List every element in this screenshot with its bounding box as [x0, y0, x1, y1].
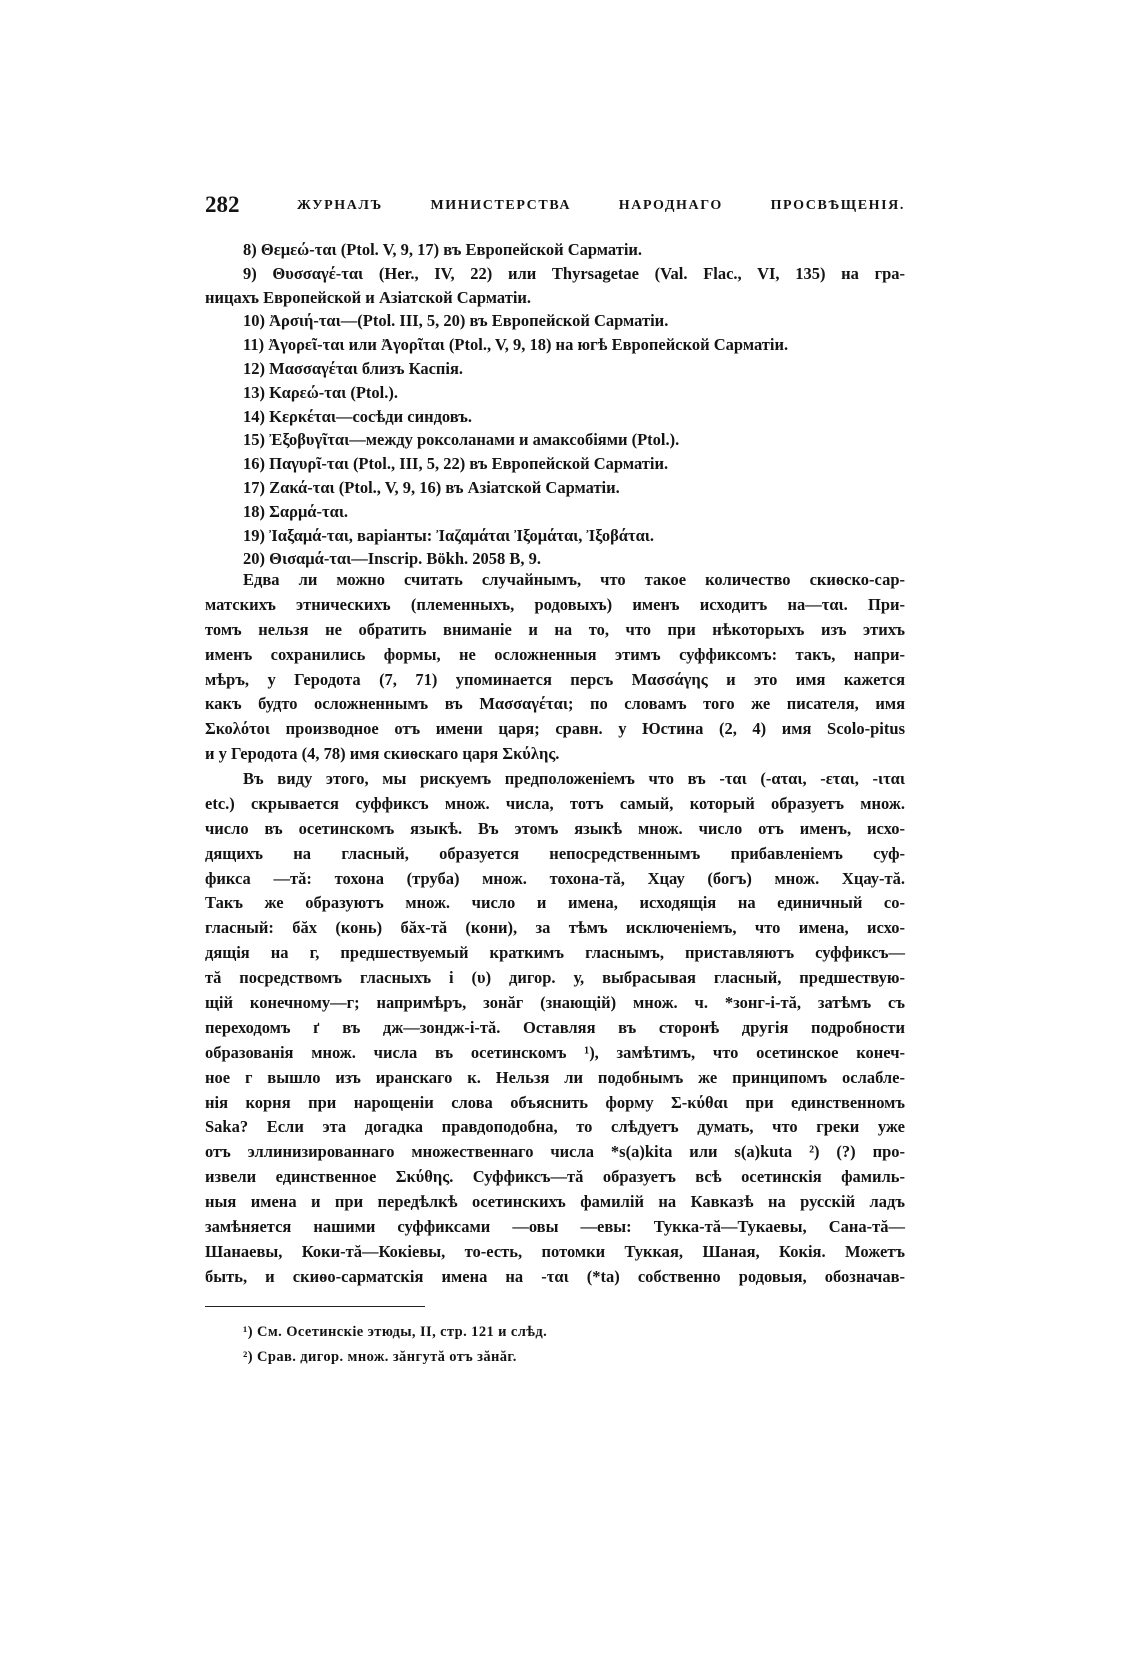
running-header [205, 190, 905, 220]
footnote-1: ¹) См. Осетинскіе этюды, II, стр. 121 и слѣд. [243, 1324, 548, 1340]
text-line: Такъ же образуютъ множ. число и имена, исходящія на единичный со- [205, 893, 905, 913]
list-item: 16) Παγυρῖ-ται (Ptol., III, 5, 22) въ Европейской Сарматіи. [243, 454, 669, 474]
list-item-continuation: ницахъ Европейской и Азіатской Сарматіи. [205, 287, 532, 307]
list-item: 9) Θυσσαγέ-ται (Her., IV, 22) или Thyrsagetae (Val. Flac., VI, 135) на гра- [243, 263, 905, 283]
list-item: 8) Θεμεώ-ται (Ptol. V, 9, 17) въ Европейской Сарматіи. [243, 240, 643, 259]
list-item: 15) Ἐξοβυγῖται—между роксоланами и амаксобіями (Ptol.). [243, 430, 680, 450]
page-number: 282 [205, 192, 240, 217]
text-line: дящія на г, предшествуемый краткимъ гласнымъ, приставляютъ суффиксъ— [205, 943, 905, 963]
text-line: Saka? Если эта догадка правдоподобна, то слѣдуетъ думать, что греки уже [205, 1117, 905, 1137]
text-line: мѣръ, у Геродота (7, 71) упоминается персъ Μασσάγης и это имя кажется [205, 669, 905, 689]
list-item: 13) Καρεώ-ται (Ptol.). [243, 382, 398, 402]
text-line: Едва ли можно считать случайнымъ, что такое количество скиѳско-сар- [243, 570, 905, 589]
text-line: Въ виду этого, мы рискуемъ предположеніемъ что въ -ται (-αται, -εται, -ιται [243, 769, 905, 788]
list-item: 19) Ἰαξαμά-ται, варіанты: Ἰαζαμάται Ἰξομάται, Ἰξοβάται. [243, 525, 655, 545]
text-line: фикса —тă: тохона (труба) множ. тохона-тă, Хцау (богъ) множ. Хцау-тă. [205, 868, 905, 888]
list-item: 20) Θισαμά-ται—Inscrip. Bökh. 2058 B, 9. [243, 549, 542, 569]
text-line: какъ будто осложненнымъ въ Μασσαγέται; по словамъ того же писателя, имя [205, 694, 905, 714]
text-line: матскихъ этническихъ (племенныхъ, родовыхъ) именъ исходитъ на—ται. При- [205, 594, 905, 614]
text-line: дящихъ на гласный, образуется непосредственнымъ прибавленіемъ суф- [205, 843, 905, 863]
footnotes [205, 1320, 905, 1370]
list-item: 12) Μασσαγέται близъ Каспія. [243, 358, 464, 378]
text-line: число въ осетинскомъ языкѣ. Въ этомъ языкѣ множ. число отъ именъ, исхо- [205, 818, 905, 838]
paragraph-1 [205, 568, 905, 767]
footnote-divider [205, 1306, 425, 1307]
text-line: ное г вышло изъ иранскаго к. Нельзя ли подобнымъ же принципомъ ослабле- [205, 1067, 905, 1087]
paragraph-2 [205, 767, 905, 1290]
text-line: томъ нельзя не обратить вниманіе и на то, что при нѣкоторыхъ изъ этихъ [205, 619, 905, 639]
text-line: отъ эллинизированнаго множественнаго числа *s(a)kita или s(a)kuta ²) (?) про- [205, 1142, 905, 1162]
list-item: 18) Σαρμά-ται. [243, 501, 349, 521]
text-line: образованія множ. числа въ осетинскомъ ¹), замѣтимъ, что осетинское конеч- [205, 1042, 905, 1062]
list-item: 10) Ἀρσιή-ται—(Ptol. III, 5, 20) въ Европейской Сарматіи. [243, 311, 669, 331]
text-line: Σκολότοι производное отъ имени царя; сравн. у Юстина (2, 4) имя Scolo-pitus [205, 719, 905, 739]
text-line: ныя имена и при передѣлкѣ осетинскихъ фамилій на Кавказѣ на русскій ладъ [205, 1192, 905, 1212]
footnote-2: ²) Срав. дигор. множ. зăнгутă отъ зăнăг. [243, 1349, 517, 1365]
text-line: замѣняется нашими суффиксами —овы —евы: Тукка-тă—Тукаевы, Сана-тă— [205, 1217, 905, 1237]
text-line: извели единственное Σκύθης. Суффиксъ—тă образуетъ всѣ осетинскія фамиль- [205, 1167, 905, 1187]
text-line: щій конечному—г; напримѣръ, зонăг (знающій) множ. ч. *зонг-і-тă, затѣмъ съ [205, 993, 905, 1013]
text-line: переходомъ ґ въ дж—зондж-і-тă. Оставляя въ сторонѣ другія подробности [205, 1017, 905, 1037]
ethnonym-list [205, 238, 905, 571]
list-item: 11) Ἀγορεῖ-ται или Ἀγορῖται (Ptol., V, 9, 18) на югѣ Европейской Сарматіи. [243, 335, 789, 355]
text-line: etc.) скрывается суффиксъ множ. числа, тотъ самый, который образуетъ множ. [205, 793, 905, 813]
text-line: Шанаевы, Коки-тă—Кокіевы, то-есть, потомки Туккая, Шаная, Кокія. Можетъ [205, 1241, 905, 1261]
text-line: быть, и скиѳо-сарматскія имена на -ται (*ta) собственно родовыя, обозначав- [205, 1266, 905, 1286]
text-line: именъ сохранились формы, не осложненныя этимъ суффиксомъ: такъ, напри- [205, 644, 905, 664]
text-line: и у Геродота (4, 78) имя скиѳскаго царя Σκύλης. [205, 744, 560, 764]
running-head-title: ЖУРНАЛЪ МИНИСТЕРСТВА НАРОДНАГО ПРОСВѢЩЕНІЯ. [297, 198, 905, 213]
text-line: гласный: бăх (конь) бăх-тă (кони), за тѣмъ исключеніемъ, что имена, исхо- [205, 918, 905, 938]
list-item: 14) Κερκέται—сосѣди синдовъ. [243, 406, 473, 426]
text-line: тă посредствомъ гласныхъ і (υ) дигор. у, выбрасывая гласный, предшествую- [205, 968, 905, 988]
list-item: 17) Ζακά-ται (Ptol., V, 9, 16) въ Азіатской Сарматіи. [243, 477, 620, 497]
text-line: нія корня при нарощеніи слова объяснить форму Σ-κύθαι при единственномъ [205, 1092, 905, 1112]
